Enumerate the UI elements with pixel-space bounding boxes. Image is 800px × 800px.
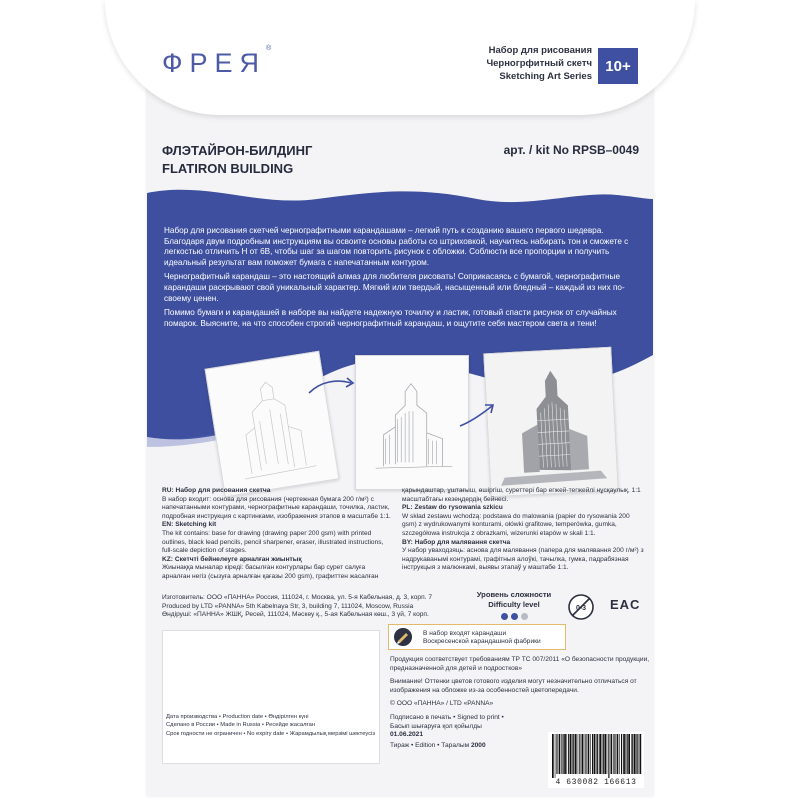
arrow-icon <box>458 402 498 430</box>
barcode-bar <box>599 734 601 774</box>
barcode-bar <box>568 734 569 774</box>
barcode-bar <box>590 734 591 774</box>
barcode-bar <box>585 734 586 774</box>
barcode-bars <box>548 732 644 778</box>
barcode-bar <box>573 734 574 774</box>
barcode-bar <box>617 734 619 774</box>
age-warning-icon <box>567 593 595 621</box>
difficulty-dot <box>501 613 508 620</box>
eac-mark: EAC <box>610 597 641 612</box>
barcode-bar <box>588 734 590 774</box>
barcode-bar <box>627 734 628 774</box>
barcode-bar <box>604 734 606 774</box>
barcode-bar <box>582 734 584 774</box>
barcode-bar <box>602 734 603 774</box>
barcode-bar <box>592 734 593 774</box>
title-ru: ФЛЭТАЙРОН-БИЛДИНГ <box>162 143 313 158</box>
barcode-bar <box>625 734 626 774</box>
production-line: Сделано в России • Made in Russia • Ресейде жасалған <box>166 722 316 729</box>
production-info-box <box>162 630 380 764</box>
barcode-bar <box>555 734 556 778</box>
manufacturer-info <box>162 594 432 620</box>
pencil-note-line: В набор входят карандаши <box>423 630 507 637</box>
difficulty-label-ru: Уровень сложности <box>476 590 552 599</box>
language-text: У набор уваходзяць: аснова для малявання (папера для малявання 200 г/м²) з надрукаванымі контурамі, графітныя алоўкі, тачылка, гумка, падрабязная інструкцыя з малюнкамі, выявы этапаў у маштабе 1:1. <box>402 547 644 572</box>
description-paragraph: Набор для рисования скетчей чернографитными карандашами – легкий путь к созданию вашего первого шедевра. Благодаря двум подробным инструкциям вы освоите основы работы со штриховкой, научитесь набирать тон и сможете с легкостью отличить H от 6B, чтобы шаг за шагом повторить рисунок с обложки. Соблюсти все пропорции и получить идеальный результат вам поможет бумага с напечатанным контуром. <box>164 226 629 267</box>
language-text: Жиынаққа мыналар кіреді: басылған контурлары бар сурет салуға арналған негіз (сызуға арналған қағазы 200 gsm), графиттен жасалған <box>162 564 379 580</box>
print-date: 01.06.2021 <box>390 731 424 739</box>
article-number: арт. / kit No RPSB–0049 <box>503 143 639 157</box>
language-text: В набор входит: основа для рисования (чертежная бумага 200 г/м²) с напечатанными контурами, чернографитные карандаши, точилка, ластик, подробная инструкция с картинками, изображения этапов в масштабе 1:1. <box>162 495 391 520</box>
print-info-line: Подписано в печать • Signed to print • <box>390 713 504 721</box>
pencil-factory-note <box>388 624 566 650</box>
language-heading: PL: Zestaw do rysowania szkicu <box>402 504 503 512</box>
series-info <box>486 44 592 83</box>
print-info-line: Басып шығаруға қол қойылды <box>390 722 482 730</box>
difficulty-dot <box>521 613 528 620</box>
barcode-bar <box>563 734 564 774</box>
production-info <box>166 713 375 738</box>
manufacturer-line: Изготовитель: ООО «ПАННА» Россия, 111024, г. Москва, ул. 5-я Кабельная, д. 3, корп. 7 <box>162 594 432 601</box>
barcode-bar <box>634 734 636 774</box>
barcode-bar <box>559 734 561 774</box>
barcode-bar <box>570 734 572 774</box>
language-heading: BY: Набор для малявання скетча <box>402 538 511 546</box>
barcode-bar <box>623 734 625 774</box>
stage-sketch-image <box>355 355 469 490</box>
barcode-bar <box>594 734 596 774</box>
certification-line: Внимание! Оттенки цветов готового изделия могут незначительно отличаться от изображения на обложке из-за особенностей цветопередачи. <box>390 678 637 694</box>
barcode-bar <box>596 734 597 774</box>
barcode-bar <box>607 734 608 774</box>
brand-logo: ФРЕЯ® <box>162 45 272 78</box>
difficulty-level <box>470 590 558 620</box>
barcode-bar <box>619 734 620 774</box>
description-paragraph: Помимо бумаги и карандашей в наборе вы найдете надежную точилку и ластик, готовый спасти рисунок от случайных помарок. Выясните, на что способен строгий чернографитный карандаш, и ощутите себя мастером света и тени! <box>164 308 617 328</box>
language-text: The kit contains: base for drawing (drawing paper 200 gsm) with printed outlines, black lead pencils, pencil sharpener, eraser, illustrated instructions, full-scale depiction of stages. <box>162 529 384 555</box>
barcode-bar <box>636 734 637 774</box>
barcode-bar <box>640 734 642 774</box>
production-line: Срок годности не ограничен • No expiry date • Жарамдылық мерзімі шектеусіз <box>166 730 376 737</box>
barcode-bar <box>561 734 562 774</box>
manufacturer-line: Produced by LTD «PANNA» 5th Kabelnaya Str, 3, building 7, 111024, Moscow, Russia <box>162 602 414 610</box>
language-block-left <box>162 487 394 582</box>
description <box>164 226 642 333</box>
pencil-note-line: Воскресенской карандашной фабрики <box>423 638 541 646</box>
edition-label: Тираж • Edition • Таралым <box>390 741 470 749</box>
language-heading: RU: Набор для рисования скетча <box>162 487 271 494</box>
barcode-bar <box>632 734 633 774</box>
barcode-bar <box>603 734 604 774</box>
barcode-bar <box>566 734 567 774</box>
barcode-bar <box>564 734 566 774</box>
barcode-bar <box>575 734 577 774</box>
series-line-1: Набор для рисования <box>488 45 592 56</box>
barcode-bar <box>608 734 609 778</box>
edition-value: 2000 <box>470 741 486 749</box>
age-badge: 10+ <box>598 48 638 84</box>
language-heading: KZ: Скетчті бейнелеуге арналған жиынтық <box>162 555 302 563</box>
description-paragraph: Чернографитный карандаш – это настоящий алмаз для любителя рисовать! Соприкасаясь с бумагой, чернографитные карандаши раскрывают свой уникальный характер. Мягкий или твердый, насыщенный или бледный – каждый из них по-своему ценен. <box>164 272 625 303</box>
barcode-bar <box>614 734 615 774</box>
barcode-bar <box>611 734 613 774</box>
copyright-line: © ООО «ПАННА» / LTD «PANNA» <box>390 700 494 708</box>
barcode-bar <box>556 734 557 774</box>
barcode-bar <box>579 734 580 774</box>
svg-text:0-3: 0-3 <box>575 605 587 612</box>
barcode-bar <box>572 734 573 774</box>
difficulty-dots <box>470 613 558 620</box>
barcode-bar <box>628 734 630 774</box>
language-text: W skład zestawu wchodzą: podstawa do malowania (papier do rysowania 200 gsm) z wydrukowanymi konturami, ołówki grafitowe, temperówka, gumka, szczegółowa instrukcja z obrazkami, wizerunki etapów w skali 1:1. <box>402 512 630 537</box>
difficulty-label-en: Difficulty level <box>488 600 540 609</box>
pencil-factory-icon <box>393 627 413 647</box>
barcode-bar <box>597 734 598 774</box>
barcode-number: 4 630082 166613 <box>555 778 637 787</box>
difficulty-dot <box>511 613 518 620</box>
certification-line: Продукция соответствует требованиям ТР ТС 007/2011 «О безопасности продукции, предназначенной для детей и подростков» <box>390 656 650 672</box>
production-line: Дата производства • Production date • Өндірілген күні <box>166 714 309 720</box>
barcode-bar <box>631 734 632 774</box>
barcode-bar <box>552 734 554 778</box>
series-line-2: Черногрфитный скетч <box>486 58 592 69</box>
barcode-bar <box>578 734 579 774</box>
series-line-3: Sketching Art Series <box>499 71 592 82</box>
arrow-icon <box>307 373 357 397</box>
language-heading: EN: Sketching kit <box>162 521 217 529</box>
barcode-bar <box>584 734 585 774</box>
language-text: қарындаштар, ұштағыш, өшіргіш, суреттері бар егжей-тегжейлі нұсқаулық, 1:1 масштабтағы кезеңдердің бейнесі. <box>402 487 641 503</box>
stage-finished-image <box>483 347 618 498</box>
language-block-right <box>402 487 646 573</box>
manufacturer-line: Өндіруші: «ПАННА» ЖШҚ, Ресей, 111024, Мәскеу қ., 5-ая Кабельная көш., 3 үй, 7 корп. <box>162 611 429 619</box>
barcode-bar <box>637 734 638 774</box>
barcode-bar <box>613 734 614 774</box>
title-en: FLATIRON BUILDING <box>162 161 294 176</box>
barcode-bar <box>621 734 622 774</box>
